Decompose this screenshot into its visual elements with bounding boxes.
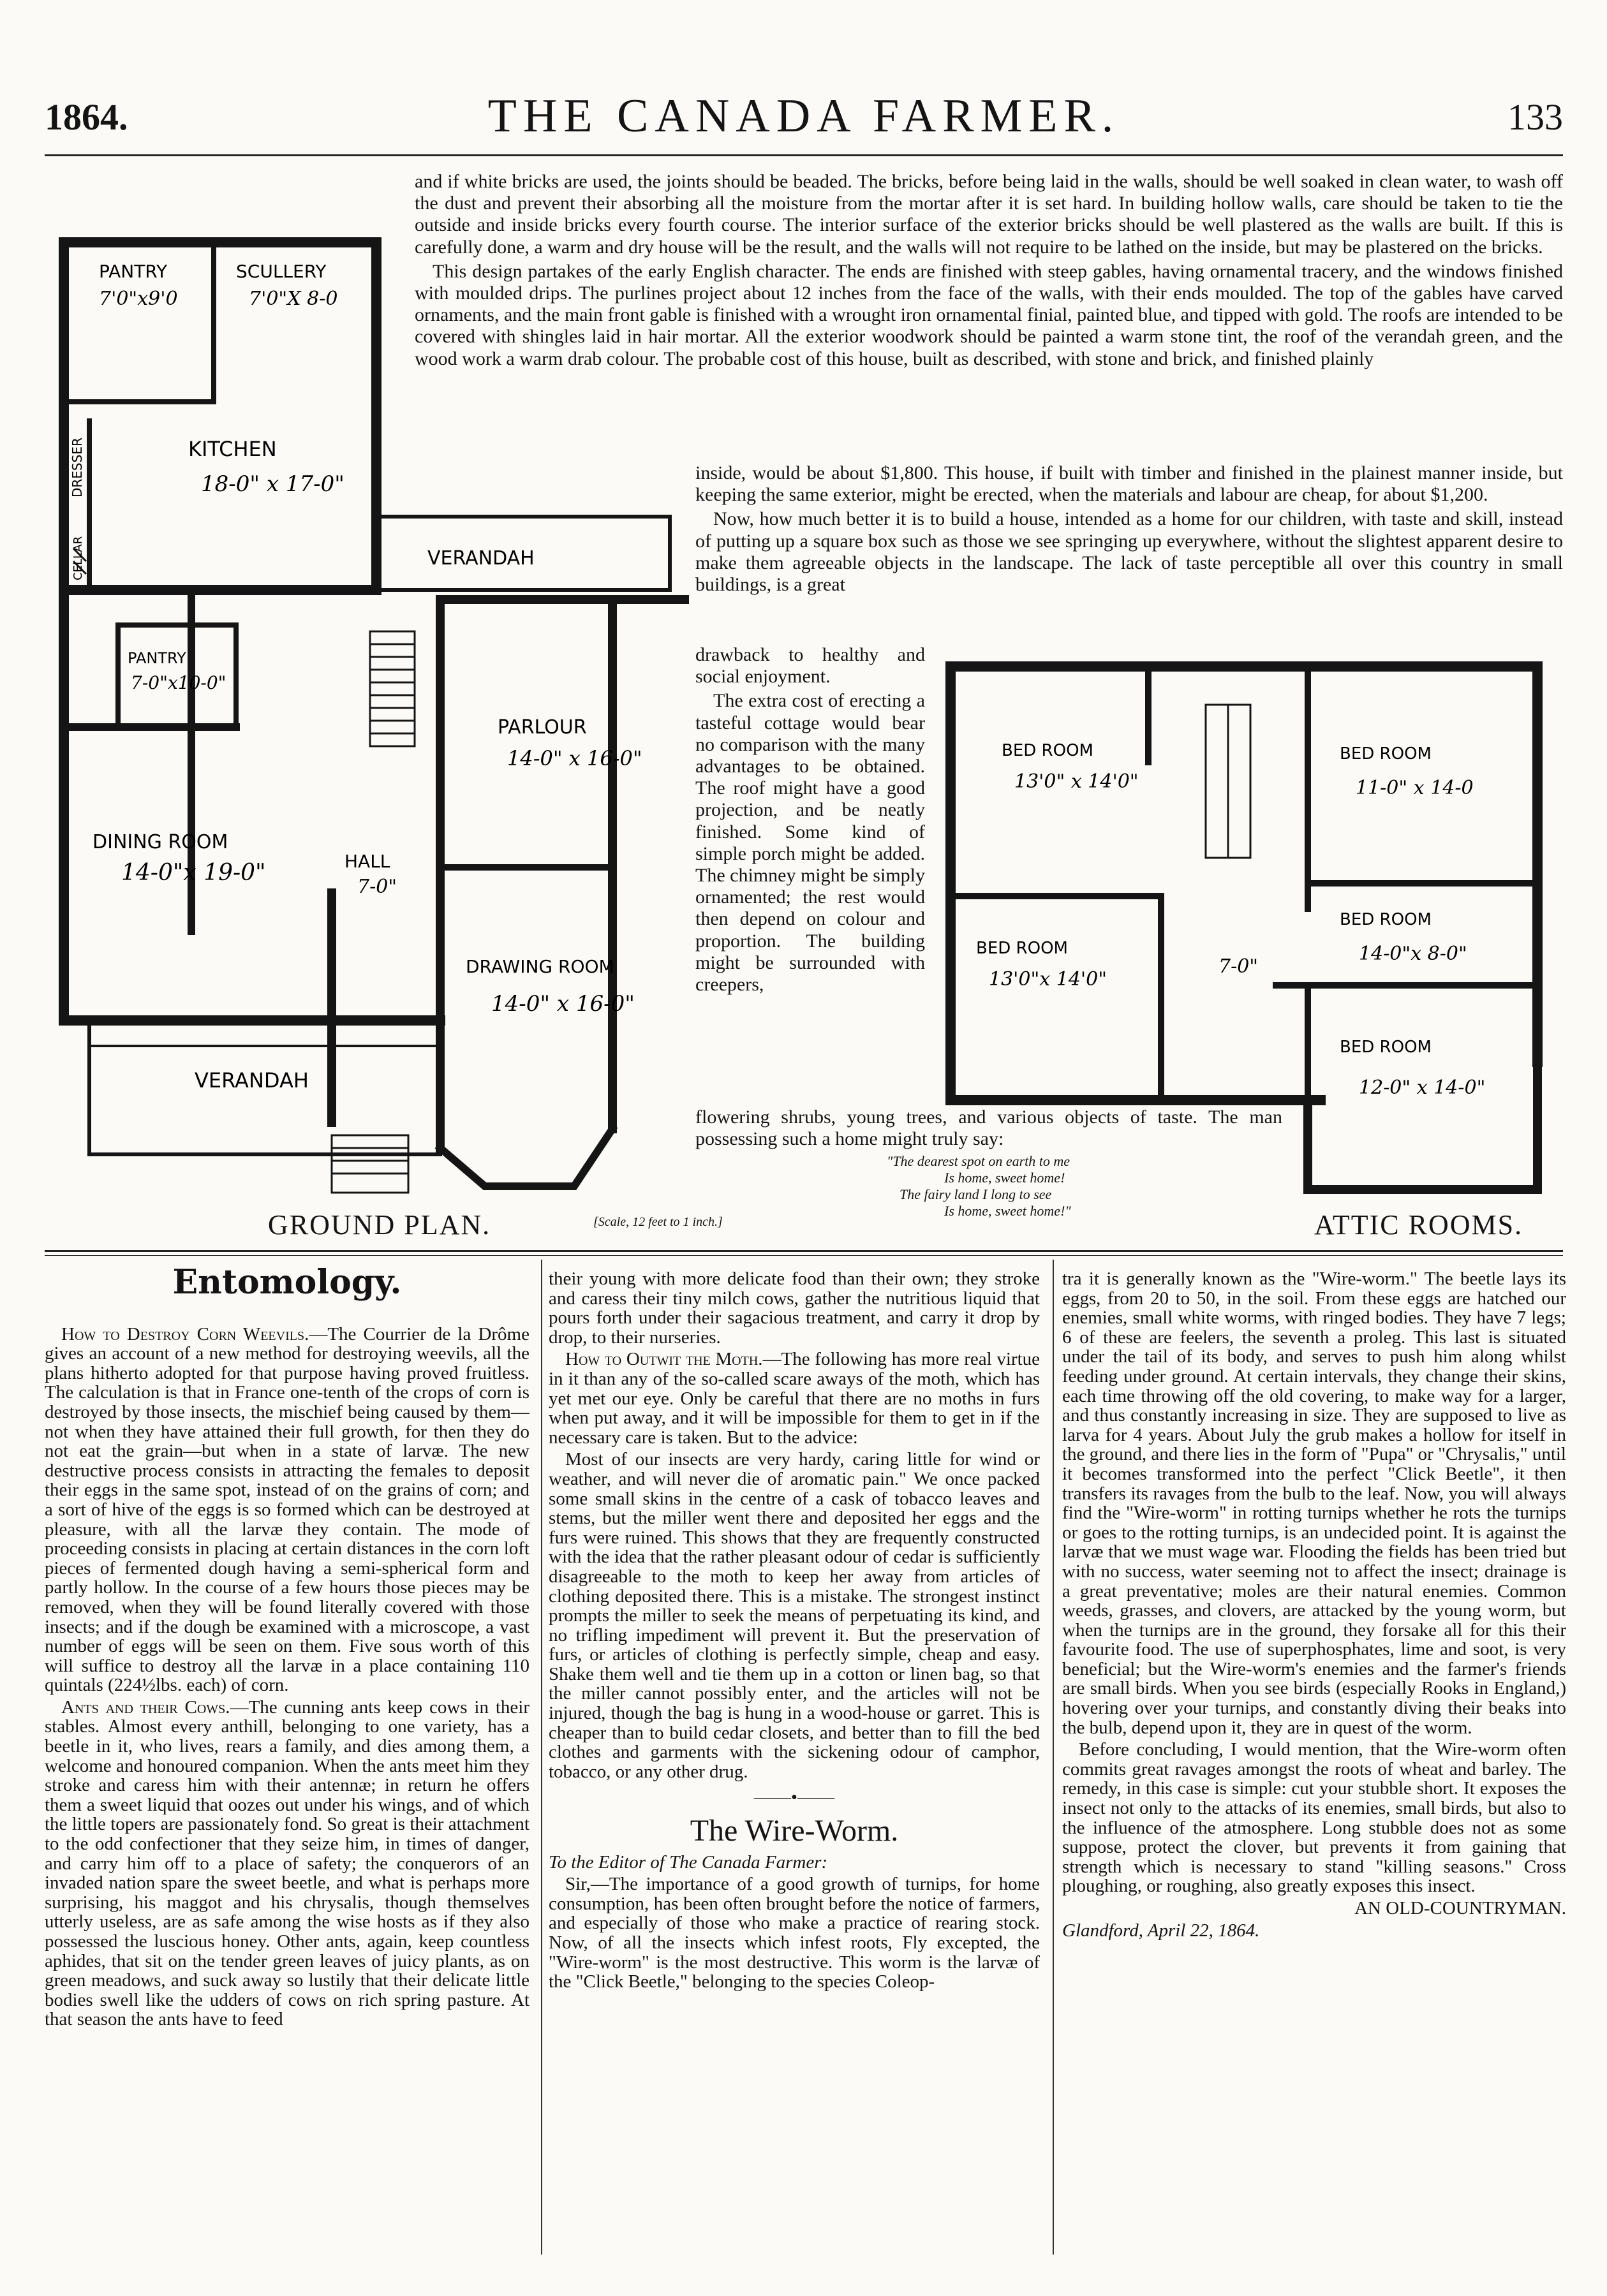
bed-room-3-label: BED ROOM	[976, 939, 1068, 958]
moth-lead: How to Outwit the Moth.	[565, 1349, 763, 1370]
article-paragraph: The extra cost of erecting a tasteful cottage would bear no comparison with the many advantages to be obtained. The roof might have a good projection, and be neatly finished. Some kind of simple porch might be added. The chimney might be simply ornamented; the rest would then depend on colour and proportion. The building might be surrounded with creepers,	[695, 690, 925, 996]
dining-room-label: DINING ROOM	[93, 831, 228, 853]
poem-line: Is home, sweet home!	[944, 1170, 1065, 1186]
column-moth-wireworm	[549, 1269, 1040, 1994]
wire-worm-body: tra it is generally known as the "Wire-worm." The beetle lays its eggs, from 20 to 50, in the soil. From these eggs are hatched our enemies, small white worms, with ringed bodies. They have 7 legs; 6 of these are feelers, the seventh a proleg. This last is situated under the tail of its body, and serves to push him along whilst feeding under ground. At certain intervals, they change their skins, each time throwing off the old covering, to make way for a larger, and thus constantly increasing in size. They are supposed to live as larva for 4 years. About July the grub makes a hollow for itself in the ground, and there lies in the form of "Pupa" or "Chrysalis," until it becomes transformed into the perfect "Click Beetle", it then transfers its ravages from the bulb to the leaf. Now, you will always find the "Wire-worm" in rotting turnips whether he rots the turnips or goes to the rotting turnips, is an undecided point. It is against the larvæ that we must wage war. Flooding the fields has been tried but with no success, water seeming not to affect the insect; drainage is a great preventative; moles are their natural enemies. Common weeds, grasses, and clovers, are attacked by the young worm, but when the turnips are in the ground, they forsake all for this their favourite food. The use of superphosphates, lime and soot, is very beneficial; but the Wire-worm's enemies and the farmer's friends are small birds. When you see birds (especially Rooks in England,) hovering over your turnips, and constantly diving their beaks into the bulb, depend upon it, they are in quest of the worm.	[1062, 1269, 1566, 1738]
column-entomology	[45, 1263, 529, 2032]
hall-dimensions: 7-0"	[357, 876, 397, 898]
bed-room-4-dimensions: 14-0"x 8-0"	[1359, 943, 1467, 965]
bed-room-3-dimensions: 13'0"x 14'0"	[989, 968, 1107, 990]
poem-quote	[887, 1153, 1155, 1219]
wire-worm-intro: Sir,—The importance of a good growth of turnips, for home consumption, has been often brought before the notice of farmers, and especially of those who make a practice of rearing stock. Now, of all the insects which infest roots, Fly excepted, the "Wire-worm" is the most destructive. This worm is the larvæ of the "Click Beetle," belonging to the species Coleop-	[549, 1874, 1040, 1992]
moth-advice: Most of our insects are very hardy, caring little for wind or weather, and will never die of aromatic pain." We once packed some small skins in the centre of a cask of tobacco leaves and stems, but the miller went there and deposited her eggs and the furs were ruined. This shows that they are frequently constructed with the idea that the rather pleasant odour of cedar is sufficiently disagreeable to the moth to keep her away from articles of clothing deposited there. This is a mistake. The strongest instinct prompts the miller to seek the means of perpetuating its kind, and no trifling impediment will prevent it. But the preservation of furs, or articles of clothing is perfectly simple, cheap and easy. Shake them well and tie them up in a cotton or linen bag, so that the miller cannot possibly enter, and the articles will not be injured, though the bag is hung in a wood-house or garret. This is cheaper than to build cedar closets, and better than to fill the bed clothes and garments with the sickening odour of camphor, tobacco, or any other drug.	[549, 1449, 1040, 1782]
kitchen-dimensions: 18-0" x 17-0"	[201, 471, 344, 497]
scullery-dimensions: 7'0"X 8-0	[249, 288, 338, 310]
bed-room-5-label: BED ROOM	[1340, 1038, 1432, 1057]
article-top-wide	[415, 171, 1563, 372]
article-paragraph: flowering shrubs, young trees, and various objects of taste. The man possessing such a home might truly say:	[695, 1107, 1282, 1150]
moth-text: —The following has more real virtue in it than any of the so-called scare aways of the moth, which has yet met our eye. Only be careful that there are no moths in furs when put away, and it will be impossible for them to get in if the necessary care is taken. But to the advice:	[549, 1349, 1040, 1448]
ground-plan-caption: GROUND PLAN.	[268, 1209, 491, 1240]
masthead	[45, 77, 1563, 147]
column-divider	[541, 1260, 542, 2255]
pantry-2-dimensions: 7-0"x10-0"	[131, 672, 226, 693]
pantry-2-label: PANTRY	[128, 649, 186, 667]
parlour-label: PARLOUR	[498, 716, 587, 739]
corn-weevils-lead: How to Destroy Corn Weevils.	[61, 1323, 309, 1344]
poem-line: The fairy land I long to see	[900, 1186, 1052, 1202]
passage-dimensions: 7-0"	[1218, 955, 1259, 978]
wire-worm-heading: The Wire-Worm.	[690, 1814, 899, 1848]
column-divider	[1053, 1260, 1054, 2255]
drawing-room-label: DRAWING ROOM	[466, 956, 614, 977]
salutation: To the Editor of The Canada Farmer:	[549, 1851, 828, 1873]
poem-line: Is home, sweet home!"	[944, 1203, 1071, 1219]
section-rule-thin	[45, 1255, 1563, 1256]
verandah-bottom-label: VERANDAH	[195, 1068, 309, 1093]
section-rule	[45, 1250, 1563, 1252]
bed-room-1-label: BED ROOM	[1002, 741, 1093, 760]
corn-weevils-text: —The Courrier de la Drôme gives an account of a new method for destroying weevils, all the plans hitherto adopted for that purpose having proved fruitless. The calculation is that in France one-tenth of the crops of corn is destroyed by those insects, the mischief being caused by them—not when they have attained their full growth, for then they do not eat the grain—but when in a state of larvæ. The new destructive process consists in attracting the females to deposit their eggs in the same spot, instead of on the grains of corn; and a sort of hive of the eggs is so formed which can be destroyed at pleasure, with all the larvæ they contain. The mode of proceeding consists in placing at certain distances in the corn loft pieces of fermented dough having a semi-spherical form and partly hollow. In the course of a few hours those pieces may be removed, when they will be found literally covered with those insects; and if the dough be examined with a microscope, a vast number of eggs will be seen on them. Five sous worth of this will suffice to destroy all the larvæ in a place containing 110 quintals (224½lbs. each) of corn.	[45, 1323, 529, 1696]
issue-year: 1864.	[45, 96, 128, 138]
signature: AN OLD-COUNTRYMAN.	[1354, 1898, 1566, 1918]
article-paragraph: inside, would be about $1,800. This house, if built with timber and finished in the plainest manner inside, but keeping the same exterior, might be erected, when the materials and labour are cheap, for about $1,200.	[695, 462, 1563, 506]
bed-room-1-dimensions: 13'0" x 14'0"	[1014, 770, 1139, 793]
dining-room-dimensions: 14-0"x 19-0"	[121, 860, 266, 886]
article-top-mid	[695, 462, 1563, 598]
drawing-room-dimensions: 14-0" x 16-0"	[491, 991, 635, 1017]
ants-continued: their young with more delicate food than their own; they stroke and caress their tiny milch cows, gather the nutritious liquid that pours forth under their sagacious treatment, and carry it drop by drop, to their nurseries.	[549, 1269, 1040, 1348]
entomology-heading: Entomology.	[172, 1263, 402, 1302]
article-top-narrow	[695, 644, 925, 998]
bed-room-2-dimensions: 11-0" x 14-0	[1356, 777, 1474, 799]
column-wireworm-continued	[1062, 1269, 1566, 1943]
masthead-rule	[45, 154, 1563, 156]
dateline: Glandford, April 22, 1864.	[1062, 1920, 1260, 1941]
ants-cows-text: —The cunning ants keep cows in their stables. Almost every anthill, belonging to one variety, has a beetle in it, who lives, rears a family, and dies among them, a welcome and honoured companion. When the ants meet him they stroke and caress him with their antennæ; in return he offers them a sweet liquid that oozes out under his wings, and of which the little topers are passionately fond. So great is their attachment to the odd confectioner that they seize him, in times of danger, and carry him off to a place of safety; the conquerors of an invaded nation spare the sweet beetle, and what is perhaps more surprising, his maggot and his chrysalis, though themselves utterly useless, are as safe among the wise hosts as if they also possessed the luscious honey. Other ants, again, keep countless aphides, that sit on the tender green leaves of juicy plants, as on green meadows, and suck away so lustily that their delicate little bodies swell like the udders of cows on rich spring pasture. At that season the ants have to feed	[45, 1696, 529, 2030]
pantry-dimensions: 7'0"x9'0	[99, 288, 178, 310]
bed-room-2-label: BED ROOM	[1340, 744, 1432, 763]
scullery-label: SCULLERY	[236, 261, 327, 282]
section-ornament: ——•——	[753, 1787, 835, 1808]
article-paragraph: This design partakes of the early English character. The ends are finished with steep gables, having ornamental tracery, and the windows finished with moulded drips. The purlines project about 12 inches from the face of the walls, with their ends moulded. The top of the gables have carved ornaments, and the main front gable is finished with a wrought iron ornamental finial, painted blue, and tipped with gold. The roofs are intended to be covered with shingles laid in hair mortar. All the exterior woodwork should be painted a warm stone tint, the roof of the verandah green, and the wood work a warm drab colour. The probable cost of this house, built as described, with stone and brick, and finished plainly	[415, 260, 1563, 369]
pantry-label: PANTRY	[99, 261, 168, 282]
scale-note: [Scale, 12 feet to 1 inch.]	[593, 1215, 723, 1229]
cellar-label: CELLAR	[71, 536, 85, 580]
verandah-top-label: VERANDAH	[427, 547, 535, 570]
parlour-dimensions: 14-0" x 16-0"	[507, 746, 642, 770]
poem-line: "The dearest spot on earth to me	[887, 1153, 1070, 1169]
bed-room-5-dimensions: 12-0" x 14-0"	[1359, 1077, 1486, 1099]
article-paragraph: drawback to healthy and social enjoyment.	[695, 644, 925, 688]
bed-room-4-label: BED ROOM	[1340, 910, 1432, 929]
wire-worm-conclusion: Before concluding, I would mention, that the Wire-worm often commits great ravages amongst the roots of wheat and barley. The remedy, in this case is simple: cut your stubble short. It exposes the insect not only to the attacks of its enemies, small birds, but also to the influence of the atmosphere. Long stubble does not as some suppose, protect the clover, but prevents it from gaining that strength which is necessary to stand "killing seasons." Cross ploughing, or roughing, also greatly exposes this insect.	[1062, 1739, 1566, 1897]
ants-cows-lead: Ants and their Cows.	[61, 1696, 230, 1718]
article-top-closing	[695, 1107, 1282, 1152]
hall-label: HALL	[344, 851, 390, 872]
kitchen-label: KITCHEN	[188, 437, 277, 461]
attic-caption: ATTIC ROOMS.	[1314, 1209, 1523, 1240]
newspaper-title: THE CANADA FARMER.	[487, 90, 1120, 142]
page-number: 133	[1507, 96, 1563, 138]
article-paragraph: and if white bricks are used, the joints should be beaded. The bricks, before being laid in the walls, should be well soaked in clean water, to wash off the dust and prevent their absorbing all the moisture from the mortar after it is set hard. In building hollow walls, care should be taken to tie the outside and inside bricks every fourth course. The interior surface of the exterior bricks should be well plastered as the walls are built. If this is carefully done, a warm and dry house will be the result, and the walls will not require to be lathed on the inside, but may be plastered on the bricks.	[415, 171, 1563, 258]
dresser-label: DRESSER	[70, 438, 85, 497]
article-paragraph: Now, how much better it is to build a house, intended as a home for our children, with taste and skill, instead of putting up a square box such as those we see springing up everywhere, without the slightest apparent desire to make them agreeable objects in the landscape. The lack of taste perceptible all over this country in small buildings, is a great	[695, 508, 1563, 596]
